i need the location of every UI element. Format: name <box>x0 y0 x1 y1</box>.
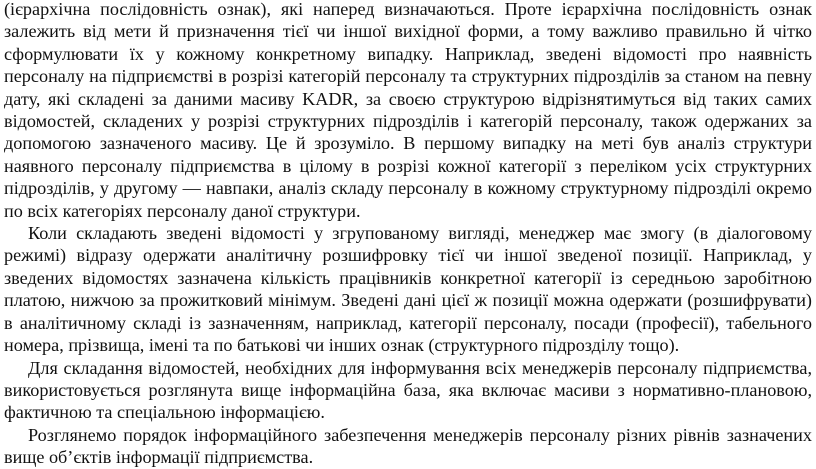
paragraph-4: Розглянемо порядок інформаційного забезпечення менеджерів персоналу різних рівнів зазначених вище об’єктів інформації підприємства. <box>4 424 812 468</box>
paragraph-1: (ієрархічна послідовність ознак), які наперед визначаються. Проте ієрархічна послідовність ознак залежить від мети й призначення тієї чи іншої вихідної форми, а тому важливо правильно й чітко сформулювати їх у кожному конкретному випадку. Наприклад, зведені відомості про наявність персоналу на підприємстві в розрізі категорій персоналу та структурних підрозділів за станом на певну дату, які складені за даними масиву KADR, за своєю структурою відрізнятимуться від таких самих відомостей, складених у розрізі структурних підрозділів і категорій персоналу, також одержаних за допомогою зазначеного масиву. Це й зрозуміло. В першому випадку на меті був аналіз структури наявного персоналу підприємства в цілому в розрізі кожної категорії з переліком усіх структурних підрозділів, у другому — навпаки, аналіз складу персоналу в кожному структурному підрозділі окремо по всіх категоріях персоналу даної структури. <box>4 0 812 221</box>
paragraph-2: Коли складають зведені відомості у згрупованому вигляді, менеджер має змогу (в діалоговому режимі) відразу одержати аналітичну розшифровку тієї чи іншої зведеної позиції. Наприклад, у зведених відомостях зазначена кількість працівників конкретної категорії із середньою заробітною платою, нижчою за прожитковий мінімум. Зведені дані цієї ж позиції можна одержати (розшифрувати) в аналітичному складі із зазначенням, наприклад, категорії персоналу, посади (професії), табельного номера, прізвища, імені та по батькові чи інших ознак (структурного підрозділу тощо). <box>4 223 812 356</box>
paragraph-3: Для складання відомостей, необхідних для інформування всіх менеджерів персоналу підприємства, використовується розглянута вище інформаційна база, яка включає масиви з нормативно-плановою, фактичною та спеціальною інформацією. <box>4 357 812 423</box>
document-text <box>4 0 812 469</box>
